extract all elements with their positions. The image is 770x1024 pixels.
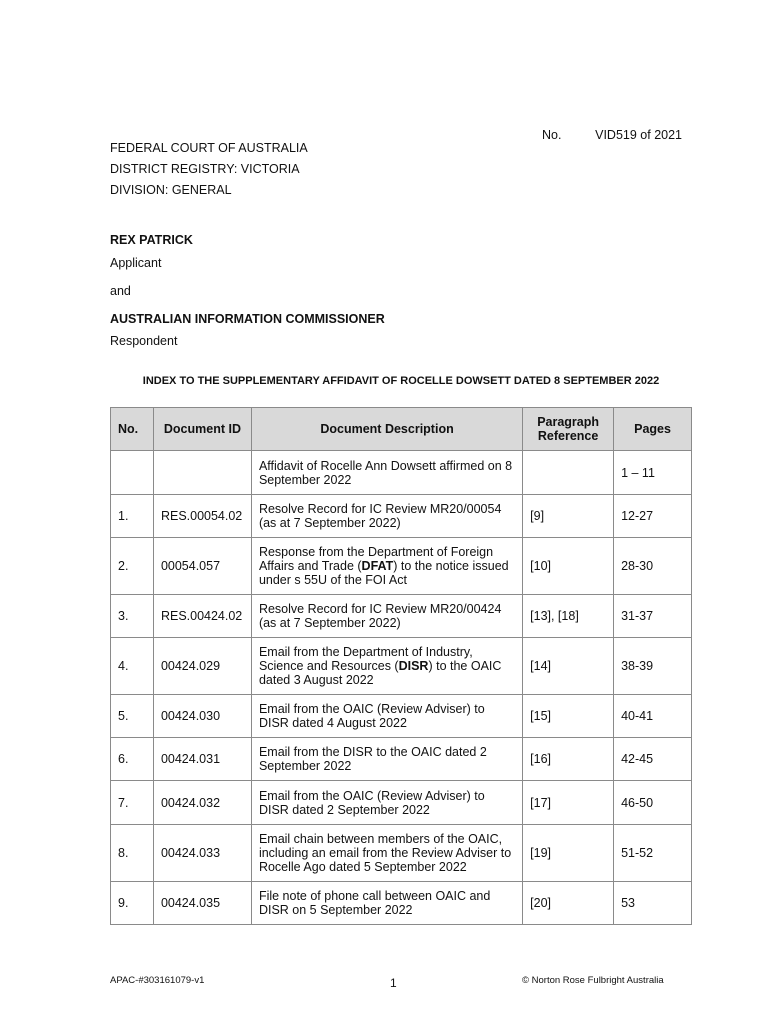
table-row: [111, 451, 692, 495]
row-paragraph-ref: [523, 451, 614, 495]
table-row: [111, 595, 692, 638]
row-description-text: Resolve Record for IC Review MR20/00424 (as at 7 September 2022): [258, 602, 502, 630]
row-pages: 31-37: [614, 595, 692, 638]
row-paragraph-ref: [13], [18]: [523, 595, 614, 638]
row-no: 6.: [111, 738, 154, 781]
row-no: 9.: [111, 882, 154, 925]
row-no: 2.: [111, 538, 154, 595]
court-registry: DISTRICT REGISTRY: VICTORIA: [110, 162, 300, 176]
row-description-text: Affidavit of Rocelle Ann Dowsett affirmed on 8 September 2022: [258, 458, 513, 487]
row-pages: 40-41: [614, 695, 692, 738]
row-document-id: RES.00424.02: [153, 595, 251, 638]
header-paragraph-reference: Paragraph Reference: [523, 408, 614, 451]
footer-page-number: 1: [390, 976, 397, 990]
applicant-role: Applicant: [110, 256, 162, 270]
index-table: [110, 407, 692, 925]
header-document-id: Document ID: [153, 408, 251, 451]
applicant-name: REX PATRICK: [110, 233, 193, 247]
row-paragraph-ref: [10]: [523, 538, 614, 595]
table-row: [111, 882, 692, 925]
row-description-text: Email chain between members of the OAIC, including an email from the Review Adviser to Rocelle Ago dated 5 September 2022: [258, 832, 512, 874]
row-document-id: 00054.057: [153, 538, 251, 595]
row-no: 5.: [111, 695, 154, 738]
row-description-text: Email from the DISR to the OAIC dated 2 September 2022: [258, 745, 487, 773]
row-description-text: Email from the Department of Industry, Science and Resources (: [258, 645, 473, 673]
row-no: 8.: [111, 825, 154, 882]
row-pages: 12-27: [614, 495, 692, 538]
row-description: [251, 781, 522, 825]
row-document-id: [153, 451, 251, 495]
row-description-text: File note of phone call between OAIC and DISR on 5 September 2022: [258, 889, 491, 917]
row-pages: 42-45: [614, 738, 692, 781]
row-paragraph-ref: [16]: [523, 738, 614, 781]
row-no: 3.: [111, 595, 154, 638]
index-title: INDEX TO THE SUPPLEMENTARY AFFIDAVIT OF ROCELLE DOWSETT DATED 8 SEPTEMBER 2022: [142, 375, 660, 387]
row-document-id: RES.00054.02: [153, 495, 251, 538]
court-division: DIVISION: GENERAL: [110, 183, 232, 197]
table-row: [111, 695, 692, 738]
table-row: [111, 538, 692, 595]
row-description-text-after: ) to the notice issued under s 55U of the FOI Act: [258, 559, 509, 587]
row-no: 1.: [111, 495, 154, 538]
row-pages: 46-50: [614, 781, 692, 825]
row-description: [251, 738, 522, 781]
case-number-label: No.: [542, 128, 562, 142]
party-conjunction: and: [110, 284, 131, 298]
header-description: Document Description: [251, 408, 522, 451]
row-pages: 38-39: [614, 638, 692, 695]
row-pages: 28-30: [614, 538, 692, 595]
court-name: FEDERAL COURT OF AUSTRALIA: [110, 141, 308, 155]
row-document-id: 00424.032: [153, 781, 251, 825]
row-paragraph-ref: [19]: [523, 825, 614, 882]
row-description: [251, 825, 522, 882]
footer-copyright: © Norton Rose Fulbright Australia: [522, 975, 664, 986]
table-row: [111, 738, 692, 781]
row-description-text: Resolve Record for IC Review MR20/00054 (as at 7 September 2022): [258, 502, 502, 530]
row-description: [251, 451, 522, 495]
table-row: [111, 638, 692, 695]
table-row: [111, 781, 692, 825]
row-description: [251, 538, 522, 595]
footer-doc-ref: APAC-#303161079-v1: [110, 975, 205, 986]
row-document-id: 00424.029: [153, 638, 251, 695]
row-paragraph-ref: [14]: [523, 638, 614, 695]
case-number: [542, 128, 682, 142]
row-document-id: 00424.033: [153, 825, 251, 882]
row-description: [251, 695, 522, 738]
row-description-text-after: ) to the OAIC dated 3 August 2022: [258, 659, 502, 687]
row-description: [251, 638, 522, 695]
header-pages: Pages: [614, 408, 692, 451]
row-description: [251, 595, 522, 638]
row-description: [251, 495, 522, 538]
row-no: 7.: [111, 781, 154, 825]
row-paragraph-ref: [20]: [523, 882, 614, 925]
row-pages: 51-52: [614, 825, 692, 882]
row-paragraph-ref: [15]: [523, 695, 614, 738]
respondent-role: Respondent: [110, 334, 178, 348]
respondent-name: AUSTRALIAN INFORMATION COMMISSIONER: [110, 312, 385, 326]
row-description-bold-term: DISR: [398, 659, 429, 673]
row-pages: 1 – 11: [614, 451, 692, 495]
header-no: No.: [111, 408, 154, 451]
row-no: [111, 451, 154, 495]
row-pages: 53: [614, 882, 692, 925]
row-description-text: Email from the OAIC (Review Adviser) to DISR dated 4 August 2022: [258, 702, 485, 730]
table-header-row: [111, 408, 692, 451]
table-row: [111, 825, 692, 882]
row-paragraph-ref: [17]: [523, 781, 614, 825]
row-description-text: Response from the Department of Foreign Affairs and Trade (: [258, 545, 494, 573]
row-description-text: Email from the OAIC (Review Adviser) to DISR dated 2 September 2022: [258, 788, 485, 817]
row-document-id: 00424.030: [153, 695, 251, 738]
case-number-value: VID519 of 2021: [595, 128, 682, 142]
row-document-id: 00424.031: [153, 738, 251, 781]
row-description-bold-term: DFAT: [361, 559, 394, 573]
row-document-id: 00424.035: [153, 882, 251, 925]
table-row: [111, 495, 692, 538]
row-paragraph-ref: [9]: [523, 495, 614, 538]
row-description: [251, 882, 522, 925]
row-no: 4.: [111, 638, 154, 695]
